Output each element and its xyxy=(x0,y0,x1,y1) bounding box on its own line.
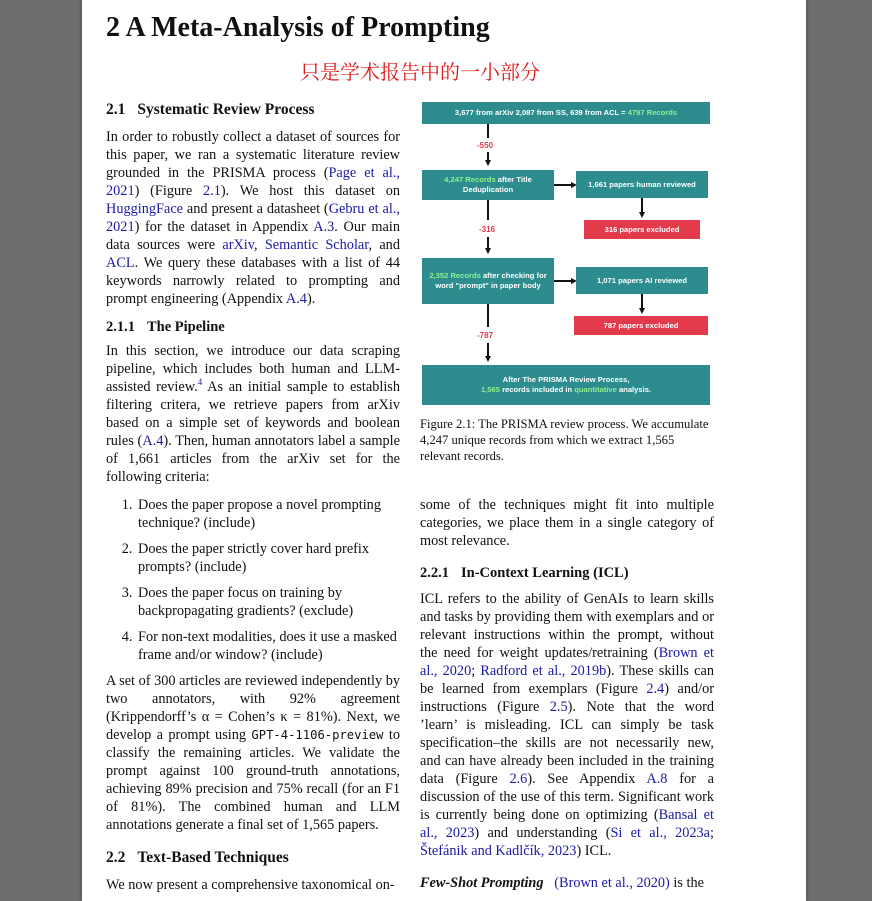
link-arxiv[interactable]: arXiv xyxy=(222,237,254,253)
box-initial-records: 3,677 from arXiv 2,087 from SS, 639 from ACL = 4797 Records xyxy=(422,102,710,124)
connector-line xyxy=(641,294,643,308)
left-column xyxy=(106,100,400,901)
paragraph-pipeline: In this section, we introduce our data scraping pipeline, which includes both human and LLM-assisted review.$^4$ As an initial sample to establish filtering critera, we retrieve papers from arXiv based on a simple set of keywords and boolean rules (A.4). Then, human annotators label a sample of 1,661 articles from the arXiv set for the following criteria: xyxy=(106,343,400,485)
right-column xyxy=(420,496,714,901)
appendix-ref-a4[interactable]: A.4 xyxy=(285,291,307,307)
paper-page xyxy=(82,0,806,901)
heading-2-1 xyxy=(106,100,400,120)
link-acl[interactable]: ACL xyxy=(106,255,135,271)
figure-ref-2-5[interactable]: 2.5 xyxy=(549,699,568,715)
box-title-dedup: 4,247 Records after Title Deduplication xyxy=(422,170,554,200)
heading-2-2-1 xyxy=(420,564,714,582)
overlay-annotation: 只是学术报告中的一小部分 xyxy=(300,60,540,84)
model-name-code: GPT-4-1106-preview xyxy=(251,728,384,742)
few-shot-heading: Few-Shot Prompting xyxy=(420,875,544,891)
paragraph-continuation: some of the techniques might fit into multiple categories, we place them in a single category of most relevance. xyxy=(420,497,714,549)
section-title: 2 A Meta-Analysis of Prompting xyxy=(106,12,490,43)
citation-si-2023a[interactable]: Si et al., 2023a xyxy=(610,825,711,841)
minus-550-label: -550 xyxy=(477,141,494,150)
box-ai-reviewed: 1,071 papers AI reviewed xyxy=(576,267,708,294)
list-item: 4. For non-text modalities, does it use a masked frame and/or window? (include) xyxy=(136,628,400,664)
paragraph-text-techniques: We now present a comprehensive taxonomical on- xyxy=(106,877,395,893)
prisma-flowchart xyxy=(420,100,714,410)
heading-number: 2.2.1 xyxy=(420,565,449,581)
heading-number: 2.1 xyxy=(106,101,126,118)
connector-line xyxy=(487,343,489,357)
citation-stefanik-2023[interactable]: Štefánik and Kadlčík, 2023 xyxy=(420,843,577,859)
box-excluded-787: 787 papers excluded xyxy=(574,316,708,335)
box-human-reviewed: 1,661 papers human reviewed xyxy=(576,171,708,198)
figure-ref-2-1[interactable]: 2.1 xyxy=(203,183,221,199)
link-huggingface[interactable]: HuggingFace xyxy=(106,201,184,217)
box-excluded-316: 316 papers excluded xyxy=(584,220,700,239)
citation-gebru-2021[interactable]: Gebru et al., 2021 xyxy=(106,201,400,235)
citation-page-2021[interactable]: Page et al., 2021 xyxy=(106,165,400,199)
appendix-ref-a8[interactable]: A.8 xyxy=(646,771,668,787)
criteria-list xyxy=(106,496,400,664)
arrow-down-icon xyxy=(485,248,491,254)
paragraph-icl: ICL refers to the ability of GenAIs to learn skills and tasks by providing them with exemplars and or relevant instructions within the prompt, without the need for weight updates/retraining (Brown et al., 2020; Radford et al., 2019b). These skills can be learned from exemplars (Figure 2.4) and/or instructions (Figure 2.5). Note that the word ’learn’ is misleading. ICL can simply be task specification–the skills are not necessarily new, and can have already been included in the training data (Figure 2.6). See Appendix A.8 for a discussion of the use of this term. Significant work is currently being done on optimizing (Bansal et al., 2023) and understanding (Si et al., 2023a; Štefánik and Kadlčík, 2023) ICL. xyxy=(420,591,715,859)
figure-ref-2-6[interactable]: 2.6 xyxy=(509,771,528,787)
appendix-ref-a3[interactable]: A.3 xyxy=(313,219,335,235)
box-final-records: After The PRISMA Review Process, 1,565 records included in quantitative analysis. xyxy=(422,365,710,405)
heading-2-1-1 xyxy=(106,318,400,336)
citation-radford-2019b[interactable]: Radford et al., 2019b xyxy=(480,663,607,679)
arrow-down-icon xyxy=(639,212,645,218)
minus-787-label: -787 xyxy=(477,331,494,340)
heading-text: Systematic Review Process xyxy=(137,101,315,118)
connector-line xyxy=(487,200,489,220)
heading-2-2 xyxy=(106,848,400,868)
heading-number: 2.2 xyxy=(106,849,126,866)
footnote-marker[interactable]: 4 xyxy=(197,377,203,388)
paragraph-systematic-review: In order to robustly collect a dataset of sources for this paper, we ran a systematic literature review grounded in the PRISMA process (Page et al., 2021) (Figure 2.1). We host this dataset on HuggingFace and present a datasheet (Gebru et al., 2021) for the dataset in Appendix A.3. Our main data sources were arXiv, Semantic Scholar, and ACL. We query these databases with a list of 44 keywords narrowly related to prompting and prompt engineering (Appendix A.4). xyxy=(106,129,401,307)
list-item: 2. Does the paper strictly cover hard prefix prompts? (include) xyxy=(136,540,400,576)
connector-line xyxy=(641,198,643,212)
heading-text: The Pipeline xyxy=(147,319,225,335)
figure-caption: Figure 2.1: The PRISMA review process. We accumulate 4,247 unique records from which we extract 1,565 relevant records. xyxy=(420,417,709,463)
figure-ref-2-4[interactable]: 2.4 xyxy=(646,681,665,697)
box-prompt-check: 2,352 Records after checking for word "prompt" in paper body xyxy=(422,258,554,304)
list-item: 3. Does the paper focus on training by backpropagating gradients? (exclude) xyxy=(136,584,400,620)
connector-line xyxy=(487,124,489,138)
arrow-down-icon xyxy=(485,356,491,362)
connector-line xyxy=(554,184,572,186)
connector-line xyxy=(554,280,572,282)
minus-316-label: -316 xyxy=(479,225,496,234)
appendix-ref-a4[interactable]: A.4 xyxy=(142,433,164,449)
arrow-down-icon xyxy=(485,160,491,166)
citation-brown-2020[interactable]: Brown et al., 2020 xyxy=(420,645,715,679)
citation-bansal-2023[interactable]: Bansal et al., 2023 xyxy=(420,807,714,841)
arrow-down-icon xyxy=(639,308,645,314)
heading-text: Text-Based Techniques xyxy=(137,849,289,866)
connector-line xyxy=(487,304,489,327)
heading-text: In-Context Learning (ICL) xyxy=(461,565,629,581)
paragraph-annotation-results: A set of 300 articles are reviewed independently by two annotators, with 92% agreement (Krippendorff’s α = Cohen’s κ = 81%). Next, we develop a prompt using GPT-4-1106-preview to classify the remaining articles. We validate the prompt against 100 ground-truth annotations, achieving 89% precision and 75% recall (for an F1 of 81%). The combined human and LLM annotations generate a final set of 1,565 papers. xyxy=(106,673,400,833)
paragraph-few-shot: Few-Shot Prompting (Brown et al., 2020) is the xyxy=(420,875,704,891)
list-item: 1. Does the paper propose a novel prompting technique? (include) xyxy=(136,496,400,532)
heading-number: 2.1.1 xyxy=(106,319,135,335)
link-semantic-scholar[interactable]: Semantic Scholar xyxy=(264,237,369,253)
citation-brown-2020[interactable]: (Brown et al., 2020) xyxy=(554,875,670,891)
